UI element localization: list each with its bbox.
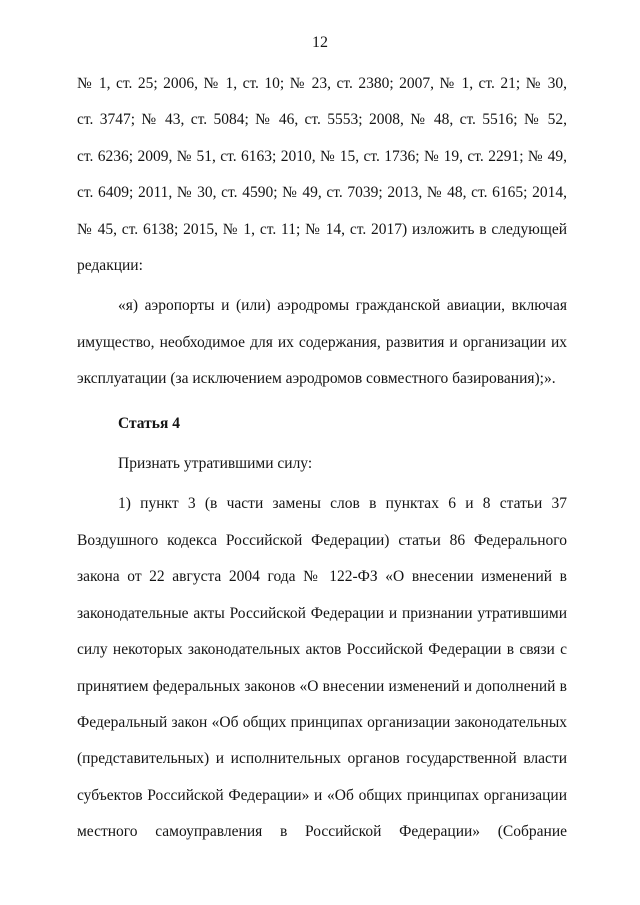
page-number: 12 <box>312 34 328 51</box>
text-line: Признать утратившими силу: <box>118 455 313 473</box>
text-line: 1) пункт 3 (в части замены слов в пунктах 6 и 8 статьи 37 <box>118 495 567 513</box>
text-line: ст. 3747; № 43, ст. 5084; № 46, ст. 5553; 2008, № 48, ст. 5516; № 52, <box>77 111 567 129</box>
text-line: законодательные акты Российской Федерации и признании утратившими <box>77 604 567 622</box>
text-line: Воздушного кодекса Российской Федерации) статьи 86 Федерального <box>77 531 567 549</box>
article-heading: Статья 4 <box>118 414 180 432</box>
text-line: принятием федеральных законов «О внесении изменений и дополнений в <box>77 677 567 695</box>
text-line: эксплуатации (за исключением аэродромов совместного базирования);». <box>77 370 556 388</box>
text-line: редакции: <box>77 257 143 275</box>
text-line: (представительных) и исполнительных органов государственной власти <box>77 750 567 768</box>
text-line: № 1, ст. 25; 2006, № 1, ст. 10; № 23, ст. 2380; 2007, № 1, ст. 21; № 30, <box>77 75 567 92</box>
text-line: ст. 6236; 2009, № 51, ст. 6163; 2010, № 15, ст. 1736; № 19, ст. 2291; № 49, <box>77 147 567 165</box>
text-line: силу некоторых законодательных актов Российской Федерации в связи с <box>77 641 567 659</box>
text-line: ст. 6409; 2011, № 30, ст. 4590; № 49, ст. 7039; 2013, № 48, ст. 6165; 2014, <box>77 184 567 202</box>
text-line: местного самоуправления в Российской Федерации» (Собрание <box>77 823 567 841</box>
text-line: Федеральный закон «Об общих принципах организации законодательных <box>77 713 567 731</box>
text-line: субъектов Российской Федерации» и «Об общих принципах организации <box>77 786 567 804</box>
text-line: имущество, необходимое для их содержания, развития и организации их <box>77 333 567 351</box>
text-line: закона от 22 августа 2004 года № 122-ФЗ «О внесении изменений в <box>77 568 567 586</box>
document-body <box>77 66 567 851</box>
text-line: «я) аэропорты и (или) аэродромы гражданской авиации, включая <box>118 297 567 315</box>
text-line: № 45, ст. 6138; 2015, № 1, ст. 11; № 14, ст. 2017) изложить в следующей <box>77 220 567 238</box>
